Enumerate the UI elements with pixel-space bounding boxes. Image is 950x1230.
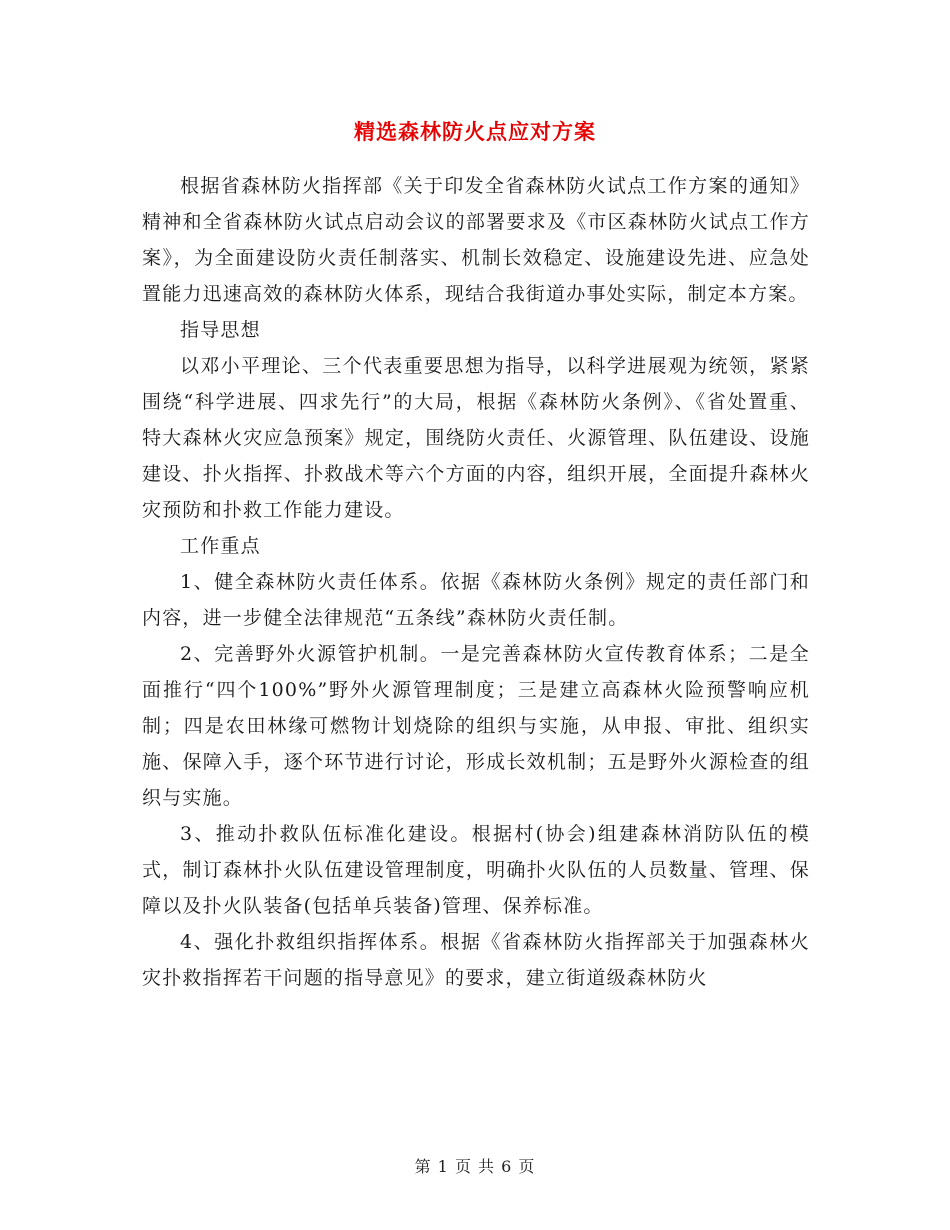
paragraph-item-3: 3、推动扑救队伍标准化建设。根据村(协会)组建森林消防队伍的模式，制订森林扑火队伍建设管理制度，明确扑火队伍的人员数量、管理、保障以及扑火队装备(包括单兵装备)管理、保养标准。 bbox=[142, 823, 810, 917]
section-heading-guiding-ideology: 指导思想 bbox=[180, 319, 261, 341]
page-number-label: 第 1 页 共 6 页 bbox=[414, 1157, 536, 1176]
paragraph-intro: 根据省森林防火指挥部《关于印发全省森林防火试点工作方案的通知》精神和全省森林防火试点启动会议的部署要求及《市区森林防火试点工作方案》，为全面建设防火责任制落实、机制长效稳定、设施建设先进、应急处置能力迅速高效的森林防火体系，现结合我街道办事处实际，制定本方案。 bbox=[142, 175, 810, 305]
paragraph-item-1: 1、健全森林防火责任体系。依据《森林防火条例》规定的责任部门和内容，进一步健全法律规范“五条线”森林防火责任制。 bbox=[142, 571, 810, 629]
section-heading-work-focus: 工作重点 bbox=[180, 535, 261, 557]
page-footer bbox=[0, 1154, 950, 1177]
document-title: 精选森林防火点应对方案 bbox=[354, 120, 596, 144]
paragraph-guiding-ideology: 以邓小平理论、三个代表重要思想为指导，以科学进展观为统领，紧紧围绕“科学进展、四求先行”的大局，根据《森林防火条例》、《省处置重、特大森林火灾应急预案》规定，围绕防火责任、火源管理、队伍建设、设施建设、扑火指挥、扑救战术等六个方面的内容，组织开展，全面提升森林火灾预防和扑救工作能力建设。 bbox=[142, 355, 810, 521]
paragraph-item-4: 4、强化扑救组织指挥体系。根据《省森林防火指挥部关于加强森林火灾扑救指挥若干问题的指导意见》的要求，建立街道级森林防火 bbox=[142, 931, 810, 989]
document-body bbox=[142, 168, 810, 996]
paragraph-item-2: 2、完善野外火源管护机制。一是完善森林防火宣传教育体系；二是全面推行“四个100%”野外火源管理制度；三是建立高森林火险预警响应机制；四是农田林缘可燃物计划烧除的组织与实施，从申报、审批、组织实施、保障入手，逐个环节进行讨论，形成长效机制；五是野外火源检查的组织与实施。 bbox=[142, 643, 810, 809]
